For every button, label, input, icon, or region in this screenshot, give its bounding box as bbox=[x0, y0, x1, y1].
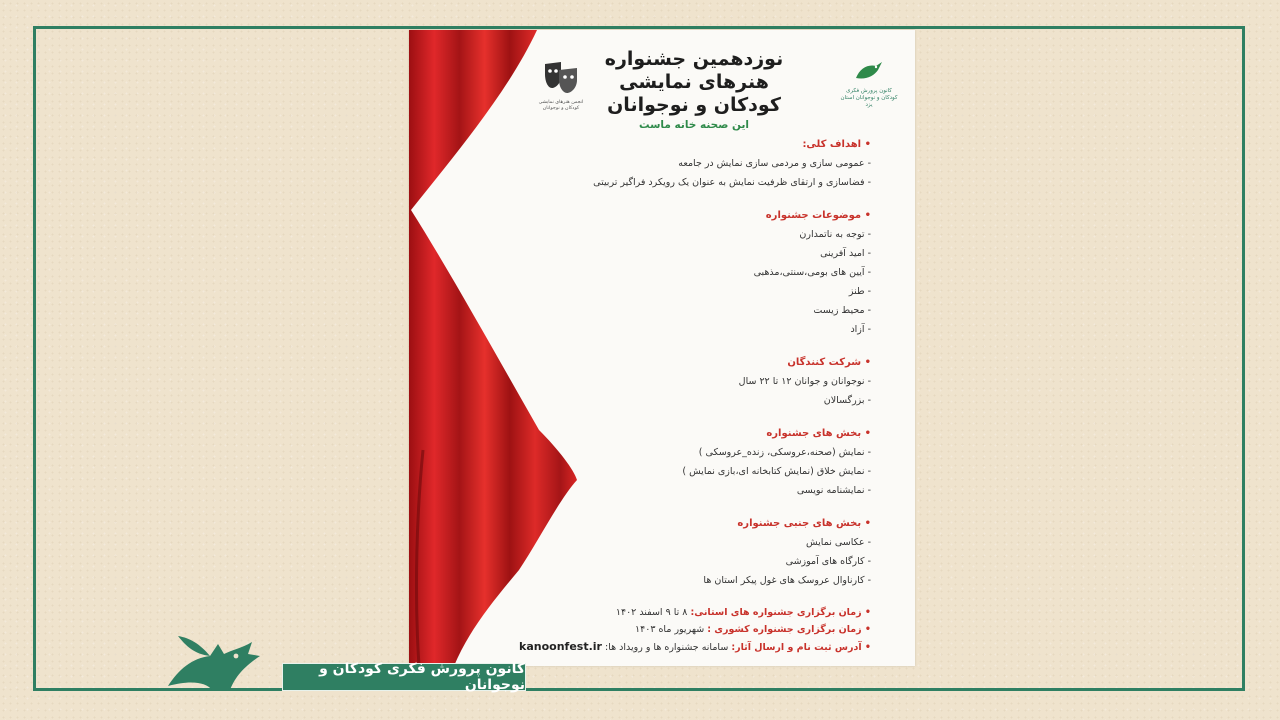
list-item: - نوجوانان و جوانان ۱۲ تا ۲۲ سال bbox=[511, 372, 871, 391]
list-item: - عکاسی نمایش bbox=[511, 533, 871, 552]
provincial-date-value: ۸ تا ۹ اسفند ۱۴۰۲ bbox=[615, 607, 688, 618]
national-date-label: • زمان برگزاری جشنواره کشوری : bbox=[707, 624, 871, 635]
section-title: • شرکت کنندگان bbox=[511, 353, 871, 372]
address-label: • آدرس ثبت نام و ارسال آثار: bbox=[731, 642, 871, 653]
theatre-masks-icon bbox=[541, 60, 581, 96]
list-item: - محیط زیست bbox=[511, 301, 871, 320]
section-title: • بخش های جنبی جشنواره bbox=[511, 514, 871, 533]
list-item: - آزاد bbox=[511, 320, 871, 339]
kanoon-small-logo bbox=[839, 58, 899, 109]
poster-header bbox=[579, 48, 809, 131]
festival-poster bbox=[409, 30, 915, 666]
section-title: • بخش های جشنواره bbox=[511, 424, 871, 443]
section-participants bbox=[511, 353, 871, 410]
kanoon-bird-icon bbox=[854, 58, 884, 84]
list-item: - بزرگسالان bbox=[511, 391, 871, 410]
theatre-logo-text: انجمن هنرهای نمایشی کودکان و نوجوانان bbox=[538, 100, 584, 111]
address-url[interactable]: kanoonfest.ir bbox=[519, 640, 602, 653]
list-item: - کارگاه های آموزشی bbox=[511, 552, 871, 571]
section-goals bbox=[511, 135, 871, 192]
registration-address bbox=[511, 638, 871, 656]
section-title: • اهداف کلی: bbox=[511, 135, 871, 154]
list-item: - نمایشنامه نویسی bbox=[511, 481, 871, 500]
section-side-parts bbox=[511, 514, 871, 590]
kanoon-logo-icon bbox=[160, 630, 272, 696]
festival-title-line3: کودکان و نوجوانان bbox=[607, 94, 781, 116]
provincial-date-label: • زمان برگزاری جشنواره های استانی: bbox=[690, 607, 871, 618]
section-title: • موضوعات جشنواره bbox=[511, 206, 871, 225]
kanoon-small-logo-text: کانون پرورش فکری کودکان و نوجوانان استان یزد bbox=[840, 88, 898, 108]
list-item: - طنز bbox=[511, 282, 871, 301]
list-item: - کارناوال عروسک های غول پیکر استان ها bbox=[511, 571, 871, 590]
list-item: - فضاسازی و ارتقای ظرفیت نمایش به عنوان یک رویکرد فراگیر تربیتی bbox=[511, 173, 871, 192]
list-item: - عمومی سازی و مردمی سازی نمایش در جامعه bbox=[511, 154, 871, 173]
national-date bbox=[511, 621, 871, 638]
section-festival-parts bbox=[511, 424, 871, 500]
list-item: - آیین های بومی،سنتی،مذهبی bbox=[511, 263, 871, 282]
list-item: - نمایش خلاق (نمایش کتابخانه ای،بازی نمایش ) bbox=[511, 462, 871, 481]
festival-title-line2: هنرهای نمایشی bbox=[619, 71, 769, 93]
list-item: - توجه به ناتمدارن bbox=[511, 225, 871, 244]
provincial-date bbox=[511, 604, 871, 621]
list-item: - امید آفرینی bbox=[511, 244, 871, 263]
list-item: - نمایش (صحنه،عروسکی، زنده_عروسکی ) bbox=[511, 443, 871, 462]
national-date-value: شهریور ماه ۱۴۰۳ bbox=[635, 624, 705, 635]
poster-content bbox=[511, 135, 871, 656]
section-topics bbox=[511, 206, 871, 339]
address-value: سامانه جشنواره ها و رویداد ها: bbox=[605, 642, 729, 653]
kanoon-brand-bar: کانون پرورش فکری کودکان و نوجوانان bbox=[282, 663, 526, 691]
festival-slogan: این صحنه خانه ماست bbox=[638, 119, 750, 131]
festival-title-line1: نوزدهمین جشنواره bbox=[604, 48, 784, 70]
